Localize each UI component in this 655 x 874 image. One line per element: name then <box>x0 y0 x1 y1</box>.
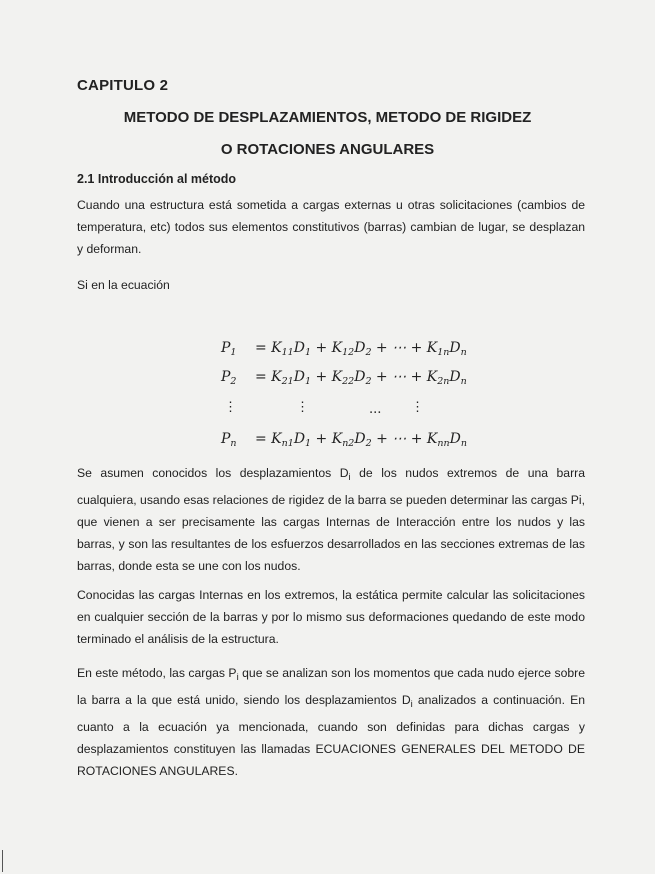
chapter-title-line-1: METODO DE DESPLAZAMIENTOS, METODO DE RIGIDEZ <box>123 109 532 126</box>
eq1-lhs: P <box>221 340 231 356</box>
eq1-lhs-sub: 1 <box>230 347 237 358</box>
dots-col-3: ... <box>369 402 382 417</box>
eq2-lhs-sub: 2 <box>230 376 237 387</box>
paragraph-5-subscript-2: i <box>410 699 413 710</box>
paragraph-3-subscript: i <box>348 472 351 483</box>
eqn-lhs: P <box>221 431 231 447</box>
paragraph-3-part-a: Se asumen conocidos los desplazamientos D <box>77 466 349 480</box>
paragraph-5-part-b: que se analizan son los momentos que cada nudo ejerce sobre la barra a la que está unido, siendo los desplazamientos D <box>77 666 585 707</box>
paragraph-5-part-c: analizados a continuación. En cuanto a la ecuación ya mencionada, cuando son definidas para dichas cargas y desplazamientos constituyen las llamadas ECUACIONES GENERALES DEL METODO DE ROTACIONES ANGULARES. <box>77 693 585 778</box>
paragraph-3-part-b: de los nudos extremos de una barra cualquiera, usando esas relaciones de rigidez de la barra se pueden determinar las cargas Pi, que vienen a ser precisamente las cargas Internas de Interacción entre los nudos y las barras, y son las resultantes de los esfuerzos desarrollados en las secciones extremas de las barras, donde esta se une con los nudos. <box>77 466 585 573</box>
eq2-lhs: P <box>221 369 231 385</box>
scan-edge-mark <box>2 850 3 872</box>
paragraph-1: Cuando una estructura está sometida a cargas externas u otras solicitaciones (cambios de temperatura, etc) todos sus elementos constitutivos (barras) cambian de lugar, se desplazan y deforman. <box>77 198 585 256</box>
section-heading: 2.1 Introducción al método <box>77 172 237 186</box>
chapter-label: CAPITULO 2 <box>77 77 169 94</box>
eq2-rhs: = $K_{21}D_1 + K_{22}D_2$ + ⋯ + $K_{2n}D_n$ <box>255 369 467 387</box>
dots-col-4: ⋮ <box>411 400 424 415</box>
paragraph-5-part-a: En este método, las cargas P <box>77 666 237 680</box>
dots-col-2: ⋮ <box>296 400 309 415</box>
paragraph-2: Si en la ecuación <box>77 278 170 292</box>
paragraph-4: Conocidas las cargas Internas en los extremos, la estática permite calcular las solicitaciones en cualquier sección de la barras y por lo mismo sus deformaciones quedando de este modo terminado el análisis de la estructura. <box>77 588 585 646</box>
paragraph-5 <box>77 662 585 782</box>
paragraph-3 <box>77 462 585 577</box>
eqn-rhs: = $K_{n1}D_1 + K_{n2}D_2$ + ⋯ + $K_{nn}D_n$ <box>255 431 467 449</box>
paragraph-5-subscript-1: i <box>236 672 239 683</box>
eqn-lhs-sub: n <box>230 438 237 449</box>
dots-col-1: ⋮ <box>224 400 237 415</box>
chapter-title-line-2: O ROTACIONES ANGULARES <box>220 141 435 158</box>
eq1-rhs: = $K_{11}D_1 + K_{12}D_2$ + ⋯ + $K_{1n}D_n$ <box>255 340 467 358</box>
